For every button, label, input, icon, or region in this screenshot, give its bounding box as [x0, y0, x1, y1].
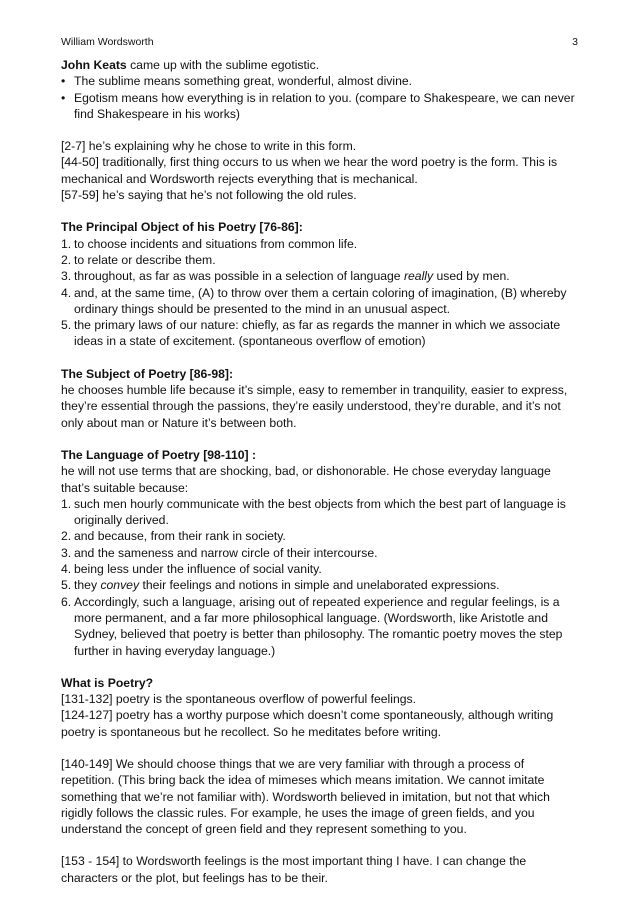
- list-text-pre: they: [74, 578, 101, 593]
- list-number: 4.: [61, 285, 72, 300]
- list-text: the primary laws of our nature: chiefly, as far as regards the manner in which we associate ideas in a state of excitement. (spontaneous overflow of emotion): [74, 318, 561, 349]
- language-intro: he will not use terms that are shocking, bad, or dishonorable. He chose everyday language that’s suitable because:: [61, 464, 551, 495]
- section-heading-subject: The Subject of Poetry [86-98]:: [61, 366, 234, 381]
- list-number: 5.: [61, 578, 72, 593]
- bullet-item: [61, 90, 581, 123]
- bullet-text: Egotism means how everything is in relation to you. (compare to Shakespeare, we can never find Shakespeare in his works): [74, 90, 575, 121]
- list-number: 1.: [61, 236, 72, 251]
- list-number: 2.: [61, 529, 72, 544]
- list-number: 1.: [61, 496, 72, 511]
- list-number: 3.: [61, 269, 72, 284]
- list-item: [61, 577, 581, 593]
- list-number: 5.: [61, 318, 72, 333]
- list-item: [61, 285, 581, 318]
- list-text: to choose incidents and situations from common life.: [74, 236, 358, 251]
- poetry-line: [124-127] poetry has a worthy purpose which doesn’t come spontaneously, although writing poetry is spontaneous but he recollect. So he meditates before writing.: [61, 708, 554, 739]
- paragraph-153-154: [153 - 154] to Wordsworth feelings is the most important thing I have. I can change the characters or the plot, but feelings has to be their.: [61, 854, 527, 885]
- list-item: [61, 268, 581, 284]
- section-heading-what-is-poetry: What is Poetry?: [61, 675, 154, 690]
- note-line: [44-50] traditionally, first thing occurs to us when we hear the word poetry is the form. This is mechanical and Wordsworth rejects everything that is mechanical.: [61, 155, 558, 186]
- section-heading-principal: The Principal Object of his Poetry [76-86]:: [61, 220, 303, 235]
- running-title: William Wordsworth: [61, 36, 154, 48]
- page-header: [61, 36, 578, 50]
- list-number: 4.: [61, 562, 72, 577]
- bullet-text: The sublime means something great, wonderful, almost divine.: [74, 74, 413, 89]
- list-number: 3.: [61, 545, 72, 560]
- list-text: and, at the same time, (A) to throw over them a certain coloring of imagination, (B) whereby ordinary things should be presented to the mind in an unusual aspect.: [74, 285, 567, 316]
- list-item: [61, 252, 581, 268]
- bullet-icon: •: [61, 74, 66, 89]
- list-text: and because, from their rank in society.: [74, 529, 286, 544]
- note-line: [57-59] he’s saying that he’s not following the old rules.: [61, 188, 357, 203]
- list-text: being less under the influence of social vanity.: [74, 562, 322, 577]
- bullet-item: [61, 73, 581, 89]
- list-number: 6.: [61, 594, 72, 609]
- list-text: and the sameness and narrow circle of their intercourse.: [74, 545, 378, 560]
- list-item: [61, 496, 581, 529]
- keats-name: John Keats: [61, 58, 127, 72]
- list-number: 2.: [61, 252, 72, 267]
- list-text-post: used by men.: [433, 269, 510, 284]
- section-heading-language: The Language of Poetry [98-110] :: [61, 447, 257, 462]
- list-item: [61, 317, 581, 350]
- list-item: [61, 545, 581, 561]
- list-text-pre: throughout, as far as was possible in a selection of language: [74, 269, 404, 284]
- list-text: to relate or describe them.: [74, 252, 216, 267]
- emphasis-word: convey: [100, 578, 140, 593]
- list-text-post: their feelings and notions in simple and unelaborated expressions.: [139, 578, 500, 593]
- paragraph-140-149: [140-149] We should choose things that we are very familiar with through a process of repetition. (This bring back the idea of mimeses which means imitation. We cannot imitate something that we’re not familiar with). Wordsworth believed in imitation, but not that which rigidly follows the classic rules. For example, he uses the image of green fields, and you understand the concept of green field and they represent something to you.: [61, 756, 550, 837]
- list-item: [61, 528, 581, 544]
- list-item: [61, 236, 581, 252]
- keats-line: [61, 57, 581, 73]
- list-text: such men hourly communicate with the best objects from which the best part of language is originally derived.: [74, 496, 566, 528]
- poetry-line: [131-132] poetry is the spontaneous overflow of powerful feelings.: [61, 692, 417, 707]
- list-text: Accordingly, such a language, arising out of repeated experience and regular feelings, is a more permanent, and a far more philosophical language. (Wordsworth, like Aristotle and Sydney, believed that poetry is better than philosophy. The romantic poetry moves the step further in having everyday language.): [74, 594, 563, 658]
- keats-rest: came up with the sublime egotistic.: [126, 58, 320, 72]
- bullet-icon: •: [61, 90, 66, 105]
- subject-text: he chooses humble life because it’s simple, easy to remember in tranquility, easier to express, they’re essential through the passions, they’re easily understood, they’re durable, and it’s not only about man or Nature it’s between both.: [61, 383, 568, 430]
- list-item: [61, 594, 581, 659]
- list-text: [74, 268, 581, 284]
- page-body: [61, 57, 581, 886]
- emphasis-word: really: [403, 269, 434, 284]
- list-text: [74, 577, 581, 593]
- page-number: 3: [572, 36, 578, 48]
- list-item: [61, 561, 581, 577]
- note-line: [2-7] he’s explaining why he chose to write in this form.: [61, 139, 357, 154]
